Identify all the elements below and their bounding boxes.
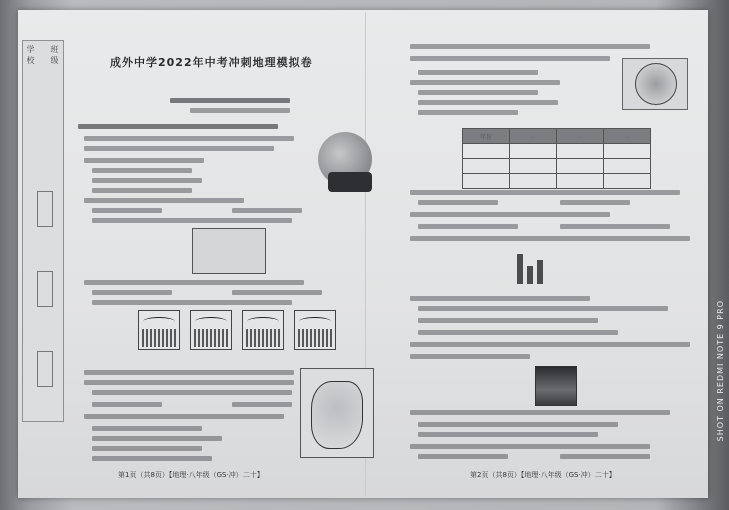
table-cell: …: [604, 129, 651, 144]
binding-box: [37, 351, 53, 387]
text-line: [78, 124, 278, 129]
text-line: [232, 208, 302, 213]
table-row: [463, 144, 651, 159]
text-line: [410, 190, 680, 195]
text-line: [92, 300, 292, 305]
text-line: [92, 426, 202, 431]
text-line: [84, 380, 294, 385]
text-line: [410, 80, 560, 85]
text-line: [418, 306, 668, 311]
text-line: [84, 280, 304, 285]
globe-caption-block: [328, 172, 372, 192]
text-line: [92, 456, 212, 461]
climate-chart: [138, 310, 180, 350]
text-line: [560, 224, 670, 229]
text-line: [84, 136, 294, 141]
binding-label: 学校: [26, 45, 35, 67]
text-line: [418, 100, 558, 105]
text-line: [84, 146, 274, 151]
text-line: [92, 390, 292, 395]
text-line: [418, 454, 508, 459]
text-line: [418, 318, 598, 323]
text-line: [410, 342, 690, 347]
page-footer: 第1页（共8页）【地理·八年级（GS·冲）二十】: [118, 471, 264, 479]
binding-column: [25, 45, 37, 415]
text-line: [84, 414, 284, 419]
photo-figure: [535, 366, 577, 406]
bar-chart-figure: [515, 250, 555, 284]
data-table: [462, 128, 651, 189]
text-line: [418, 422, 618, 427]
text-line: [92, 218, 292, 223]
text-line: [418, 90, 538, 95]
text-line: [92, 178, 202, 183]
climate-chart: [190, 310, 232, 350]
text-line: [232, 402, 292, 407]
text-line: [560, 200, 630, 205]
table-cell: …: [510, 129, 557, 144]
text-line: [92, 188, 192, 193]
text-line: [418, 200, 498, 205]
text-line: [92, 402, 162, 407]
text-line: [410, 212, 610, 217]
table-row: [463, 159, 651, 174]
camera-watermark: SHOT ON REDMI NOTE 9 PRO: [716, 300, 725, 442]
text-line: [410, 410, 670, 415]
climate-chart: [242, 310, 284, 350]
text-line: [92, 446, 202, 451]
text-line: [418, 330, 618, 335]
binding-label: 班级: [50, 45, 59, 67]
text-line: [84, 158, 204, 163]
text-line: [418, 110, 518, 115]
table-cell: …: [557, 129, 604, 144]
text-line: [410, 354, 530, 359]
text-line: [410, 444, 650, 449]
table-cell: 年份: [463, 129, 510, 144]
text-line: [418, 70, 538, 75]
climate-chart: [294, 310, 336, 350]
text-line: [92, 436, 222, 441]
polar-map-figure: [622, 58, 688, 110]
binding-strip: [22, 40, 64, 422]
text-line: [92, 208, 162, 213]
table-row: [463, 174, 651, 189]
text-line: [410, 44, 650, 49]
text-line: [410, 56, 610, 61]
text-line: [410, 296, 590, 301]
page-footer: 第2页（共8页）【地理·八年级（GS·冲）二十】: [470, 471, 616, 479]
text-line: [418, 432, 598, 437]
text-line: [84, 370, 294, 375]
text-line: [232, 290, 322, 295]
text-line: [418, 224, 518, 229]
text-line: [92, 290, 172, 295]
regional-map-figure: [300, 368, 374, 458]
map-figure: [192, 228, 266, 274]
binding-box: [37, 271, 53, 307]
text-line: [84, 198, 244, 203]
text-line: [190, 108, 290, 113]
table-header-row: [463, 129, 651, 144]
text-line: [560, 454, 650, 459]
exam-title: 成外中学2022年中考冲刺地理模拟卷: [110, 56, 313, 69]
text-line: [92, 168, 192, 173]
text-line: [410, 236, 690, 241]
text-line: [170, 98, 290, 103]
